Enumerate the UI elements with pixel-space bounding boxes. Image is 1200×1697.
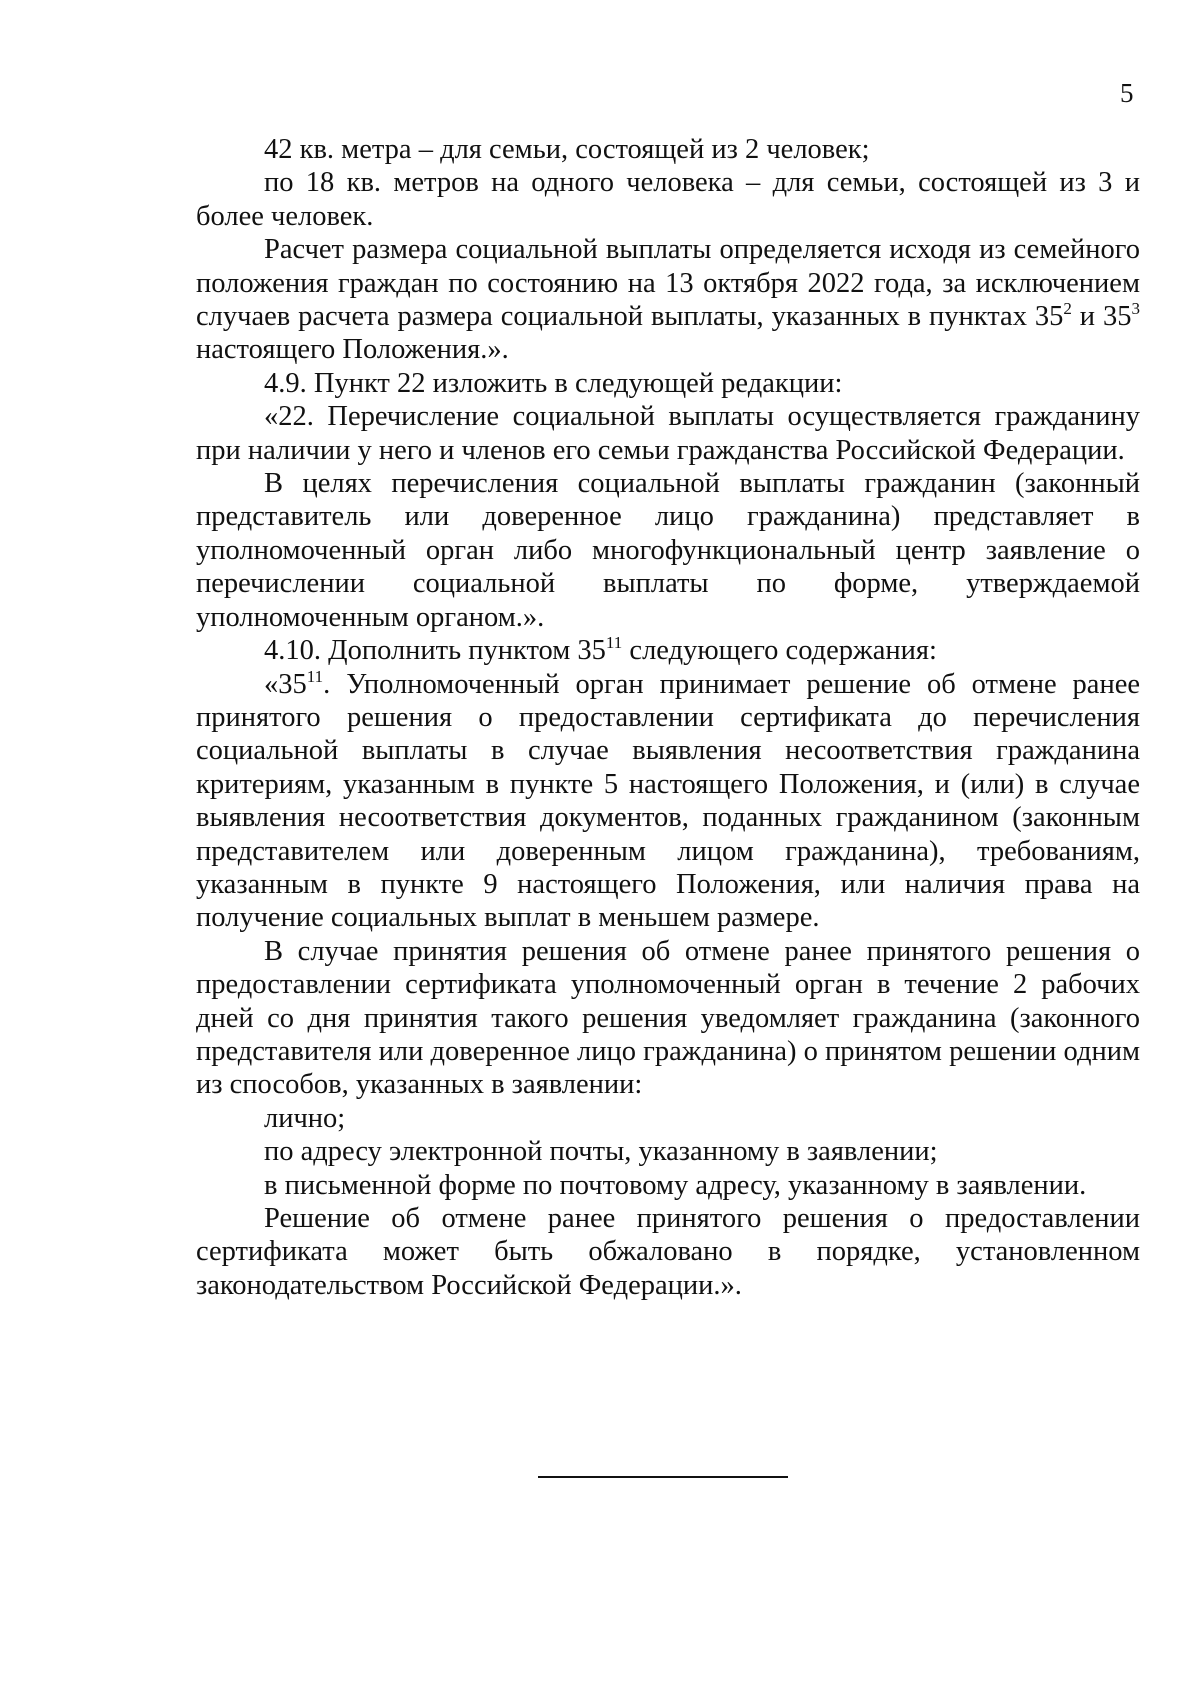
paragraph-calculation xyxy=(196,233,1140,367)
paragraph-item-4-10 xyxy=(196,634,1140,667)
text-segment: следующего содержания: xyxy=(622,635,937,667)
text-segment: 4.10. Дополнить пунктом 35 xyxy=(264,635,606,667)
superscript: 2 xyxy=(1063,299,1072,319)
text-segment: . Уполномоченный орган принимает решение об отмене ранее принятого решения о предоставлении сертификата до перечисления социальной выплаты в случае выявления несоответствия гражданина критериям, указанным в пункте 5 настоящего Положения, и (или) в случае выявления несоответствия документов, поданных гражданином (законным представителем или доверенным лицом гражданина), требованиям, указанным в пункте 9 настоящего Положения, или наличия права на получение социальных выплат в меньшем размере. xyxy=(196,668,1140,934)
superscript: 3 xyxy=(1131,299,1140,319)
paragraph-clause-22: «22. Перечисление социальной выплаты осуществляется гражданину при наличии у него и членов его семьи гражданства Российской Федерации. xyxy=(196,401,1140,466)
superscript: 11 xyxy=(306,666,324,686)
closing-divider xyxy=(538,1476,788,1478)
paragraph-transfer-application: В целях перечисления социальной выплаты гражданин (законный представитель или доверенное лицо гражданина) представляет в уполномоченный орган либо многофункциональный центр заявление о перечислении социальной выплаты по форме, утверждаемой уполномоченным органом.». xyxy=(196,468,1140,633)
list-item-email: по адресу электронной почты, указанному в заявлении; xyxy=(264,1136,938,1168)
paragraph-clause-35-11 xyxy=(196,668,1140,935)
paragraph-item-4-9: 4.9. Пункт 22 изложить в следующей редакции: xyxy=(264,367,843,399)
page-number: 5 xyxy=(1120,78,1134,108)
text-segment: Расчет размера социальной выплаты определяется исходя из семейного положения граждан по состоянию на 13 октября 2022 года, за исключением случаев расчета размера социальной выплаты, указанных в пунктах 35 xyxy=(196,234,1140,333)
superscript: 11 xyxy=(605,633,623,653)
text-segment: настоящего Положения.». xyxy=(196,334,509,366)
text-segment: «35 xyxy=(264,668,307,700)
document-body xyxy=(196,133,1140,1302)
text-segment: и 35 xyxy=(1071,301,1132,333)
paragraph-area-two-person: 42 кв. метра – для семьи, состоящей из 2 человек; xyxy=(264,134,870,165)
paragraph-area-three-plus: по 18 кв. метров на одного человека – для семьи, состоящей из 3 и более человек. xyxy=(196,167,1140,232)
paragraph-notification: В случае принятия решения об отмене ранее принятого решения о предоставлении сертификата уполномоченный орган в течение 2 рабочих дней со дня принятия такого решения уведомляет гражданина (законного представителя или доверенное лицо гражданина) о принятом решении одним из способов, указанных в заявлении: xyxy=(196,935,1140,1101)
list-item-postal: в письменной форме по почтовому адресу, указанному в заявлении. xyxy=(264,1169,1087,1201)
list-item-in-person: лично; xyxy=(264,1102,346,1134)
paragraph-appeal: Решение об отмене ранее принятого решения о предоставлении сертификата может быть обжаловано в порядке, установленном законодательством Российской Федерации.». xyxy=(196,1203,1140,1301)
